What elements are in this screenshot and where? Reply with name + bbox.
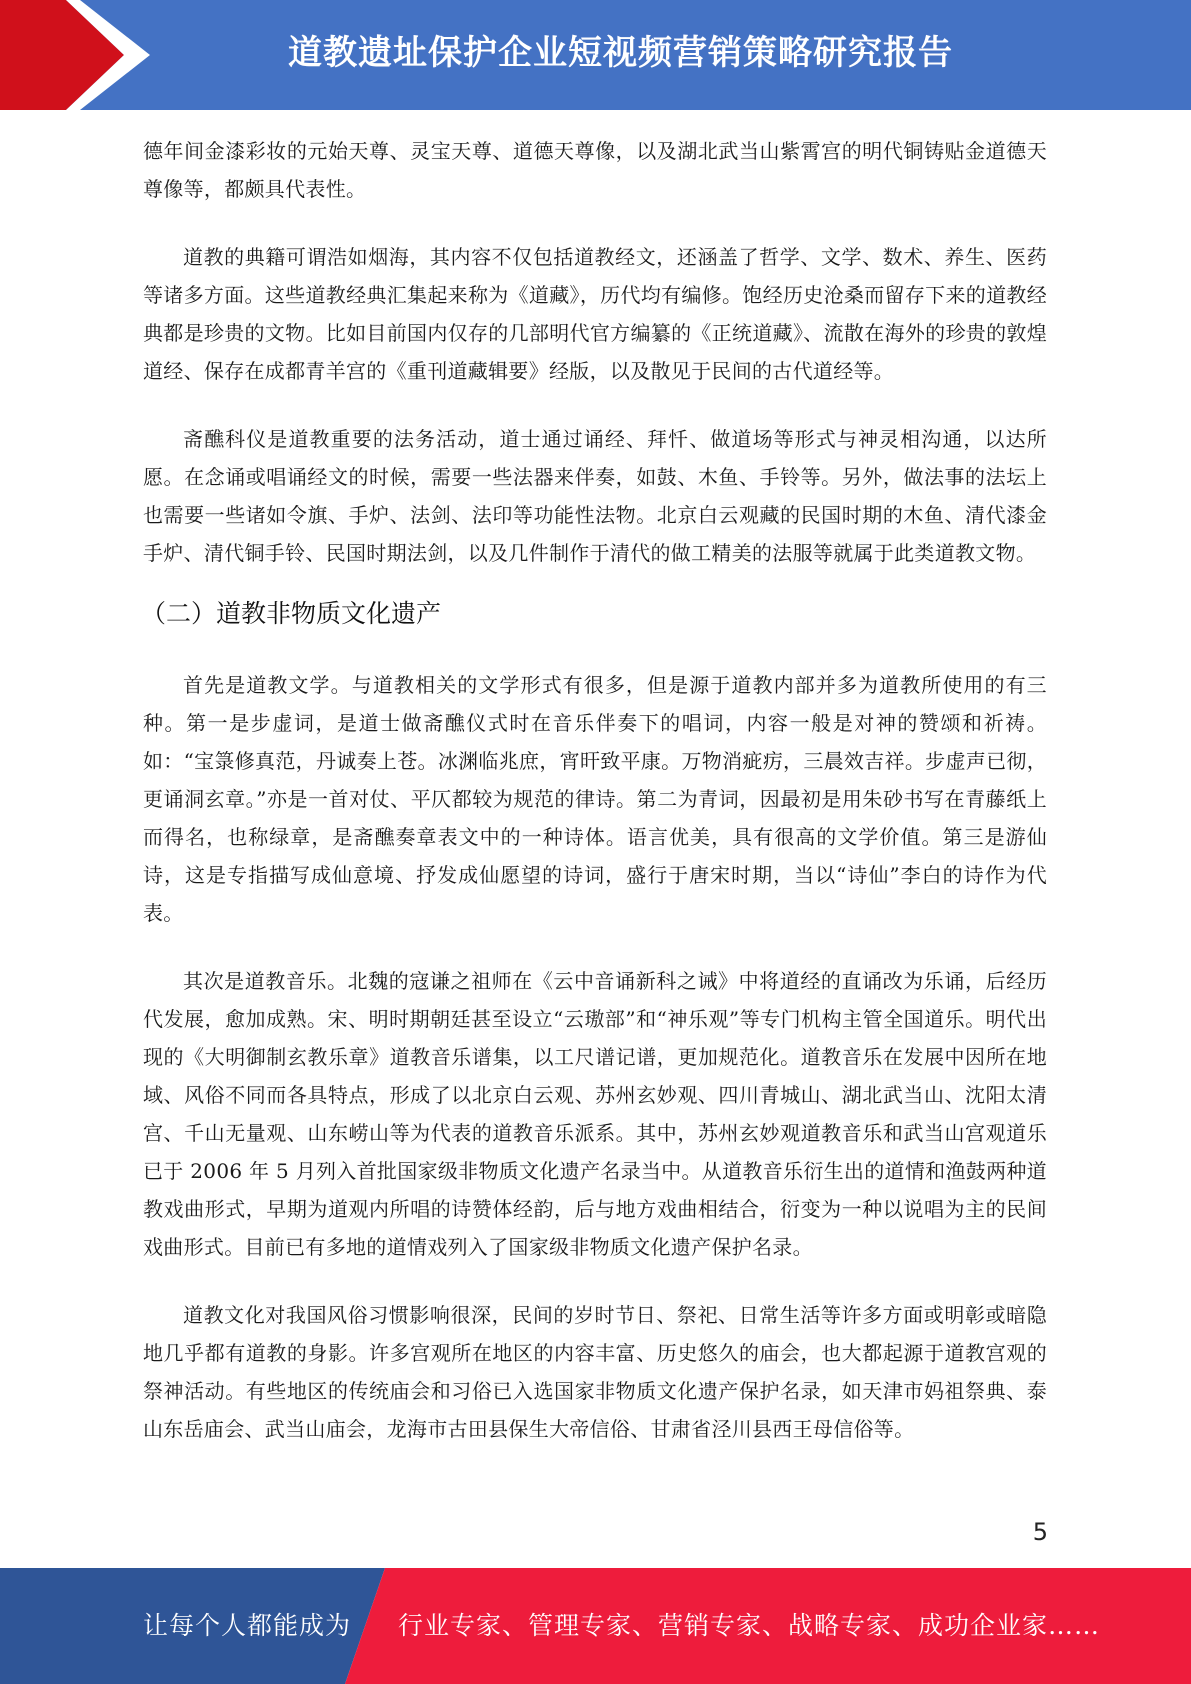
footer-slogan-left: 让每个人都能成为 [143, 1611, 352, 1640]
paragraph: 其次是道教音乐。北魏的寇谦之祖师在《云中音诵新科之诫》中将道经的直诵改为乐诵，后经历代发展，愈加成熟。宋、明时期朝廷甚至设立“云璈部”和“神乐观”等专门机构主管全国道乐。明代出现的《大明御制玄教乐章》道教音乐谱集，以工尺谱记谱，更加规范化。道教音乐在发展中因所在地域、风俗不同而各具特点，形成了以北京白云观、苏州玄妙观、四川青城山、湖北武当山、沈阳太清宫、千山无量观、山东崂山等为代表的道教音乐派系。其中，苏州玄妙观道教音乐和武当山宫观道乐已于 2006 年 5 月列入首批国家级非物质文化遗产名录当中。从道教音乐衍生出的道情和渔鼓两种道教戏曲形式，早期为道观内所唱的诗赞体经韵，后与地方戏曲相结合，衍变为一种以说唱为主的民间戏曲形式。目前已有多地的道情戏列入了国家级非物质文化遗产保护名录。 [143, 969, 1047, 1259]
page-header [0, 0, 1191, 110]
paragraph: 道教的典籍可谓浩如烟海，其内容不仅包括道教经文，还涵盖了哲学、文学、数术、养生、医药等诸多方面。这些道教经典汇集起来称为《道藏》，历代均有编修。饱经历史沧桑而留存下来的道教经典都是珍贵的文物。比如目前国内仅存的几部明代官方编纂的《正统道藏》、流散在海外的珍贵的敦煌道经、保存在成都青羊宫的《重刊道藏辑要》经版，以及散见于民间的古代道经等。 [143, 245, 1047, 383]
footer-slogan-right: 行业专家、管理专家、营销专家、战略专家、成功企业家…… [398, 1611, 1101, 1640]
paragraph: 德年间金漆彩妆的元始天尊、灵宝天尊、道德天尊像，以及湖北武当山紫霄宫的明代铜铸贴金道德天尊像等，都颇具代表性。 [143, 139, 1047, 201]
page-footer [0, 1568, 1191, 1684]
paragraph: 斋醮科仪是道教重要的法务活动，道士通过诵经、拜忏、做道场等形式与神灵相沟通，以达所愿。在念诵或唱诵经文的时候，需要一些法器来伴奏，如鼓、木鱼、手铃等。另外，做法事的法坛上也需要一些诸如令旗、手炉、法剑、法印等功能性法物。北京白云观藏的民国时期的木鱼、清代漆金手炉、清代铜手铃、民国时期法剑，以及几件制作于清代的做工精美的法服等就属于此类道教文物。 [143, 427, 1047, 565]
page-number: 5 [1032, 1518, 1048, 1546]
paragraph: 道教文化对我国风俗习惯影响很深，民间的岁时节日、祭祀、日常生活等许多方面或明彰或暗隐地几乎都有道教的身影。许多宫观所在地区的内容丰富、历史悠久的庙会，也大都起源于道教宫观的祭神活动。有些地区的传统庙会和习俗已入选国家非物质文化遗产保护名录，如天津市妈祖祭典、泰山东岳庙会、武当山庙会，龙海市古田县保生大帝信俗、甘肃省泾川县西王母信俗等。 [143, 1303, 1047, 1441]
header-arrow-decoration [0, 0, 160, 110]
paragraph: 首先是道教文学。与道教相关的文学形式有很多，但是源于道教内部并多为道教所使用的有三种。第一是步虚词，是道士做斋醮仪式时在音乐伴奏下的唱词，内容一般是对神的赞颂和祈祷。如：“宝箓修真范，丹诚奏上苍。冰渊临兆庶，宵旰致平康。万物消疵疠，三晨效吉祥。步虚声已彻，更诵洞玄章。”亦是一首对仗、平仄都较为规范的律诗。第二为青词，因最初是用朱砂书写在青藤纸上而得名，也称绿章，是斋醮奏章表文中的一种诗体。语言优美，具有很高的文学价值。第三是游仙诗，这是专指描写成仙意境、抒发成仙愿望的诗词，盛行于唐宋时期，当以“诗仙”李白的诗作为代表。 [143, 673, 1047, 925]
document-body [143, 132, 1047, 1448]
report-title: 道教遗址保护企业短视频营销策略研究报告 [288, 33, 953, 73]
section-heading: （二）道教非物质文化遗产 [141, 599, 442, 628]
